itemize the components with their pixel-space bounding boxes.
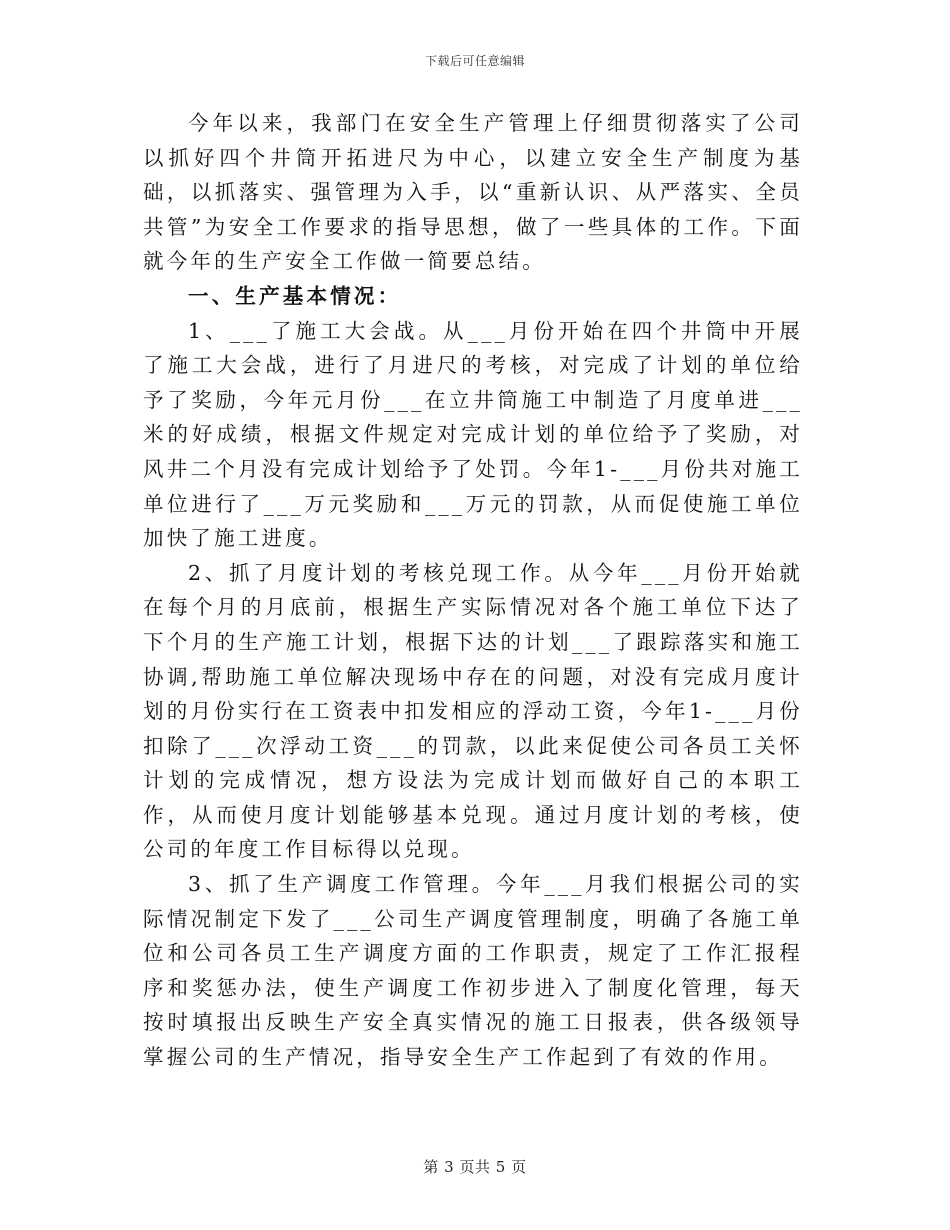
- paragraph-intro: 今年以来，我部门在安全生产管理上仔细贯彻落实了公司以抓好四个井筒开拓进尺为中心，以建立安全生产制度为基础，以抓落实、强管理为入手，以“重新认识、从严落实、全员共管”为安全工作要求的指导思想，做了一些具体的工作。下面就今年的生产安全工作做一简要总结。: [143, 111, 803, 274]
- document-body: [143, 106, 803, 1075]
- page-number: 第 3 页共 5 页: [423, 1158, 527, 1176]
- paragraph-item-3: 3、抓了生产调度工作管理。今年___月我们根据公司的实际情况制定下发了___公司生产调度管理制度，明确了各施工单位和公司各员工生产调度方面的工作职责，规定了工作汇报程序和奖惩办法，使生产调度工作初步进入了制度化管理，每天按时填报出反映生产安全真实情况的施工日报表，供各级领导掌握公司的生产情况，指导安全生产工作起到了有效的作用。: [143, 872, 803, 1070]
- section-heading: 一、生产基本情况：: [188, 283, 402, 308]
- paragraph-item-1: 1、___了施工大会战。从___月份开始在四个井筒中开展了施工大会战，进行了月进尺的考核，对完成了计划的单位给予了奖励，今年元月份___在立井筒施工中制造了月度单进___米的好成绩，根据文件规定对完成计划的单位给予了奖励，对风井二个月没有完成计划给予了处罚。今年1-___月份共对施工单位进行了___万元奖励和___万元的罚款，从而促使施工单位加快了施工进度。: [143, 318, 803, 551]
- paragraph-item-2: 2、抓了月度计划的考核兑现工作。从今年___月份开始就在每个月的月底前，根据生产实际情况对各个施工单位下达了下个月的生产施工计划，根据下达的计划___了跟踪落实和施工协调,帮助施工单位解决现场中存在的问题，对没有完成月度计划的月份实行在工资表中扣发相应的浮动工资，今年1-___月份扣除了___次浮动工资___的罚款，以此来促使公司各员工关怀计划的完成情况，想方设法为完成计划而做好自己的本职工作，从而使月度计划能够基本兑现。通过月度计划的考核，使公司的年度工作目标得以兑现。: [143, 560, 803, 862]
- page-header: 下载后可任意编辑: [424, 54, 525, 68]
